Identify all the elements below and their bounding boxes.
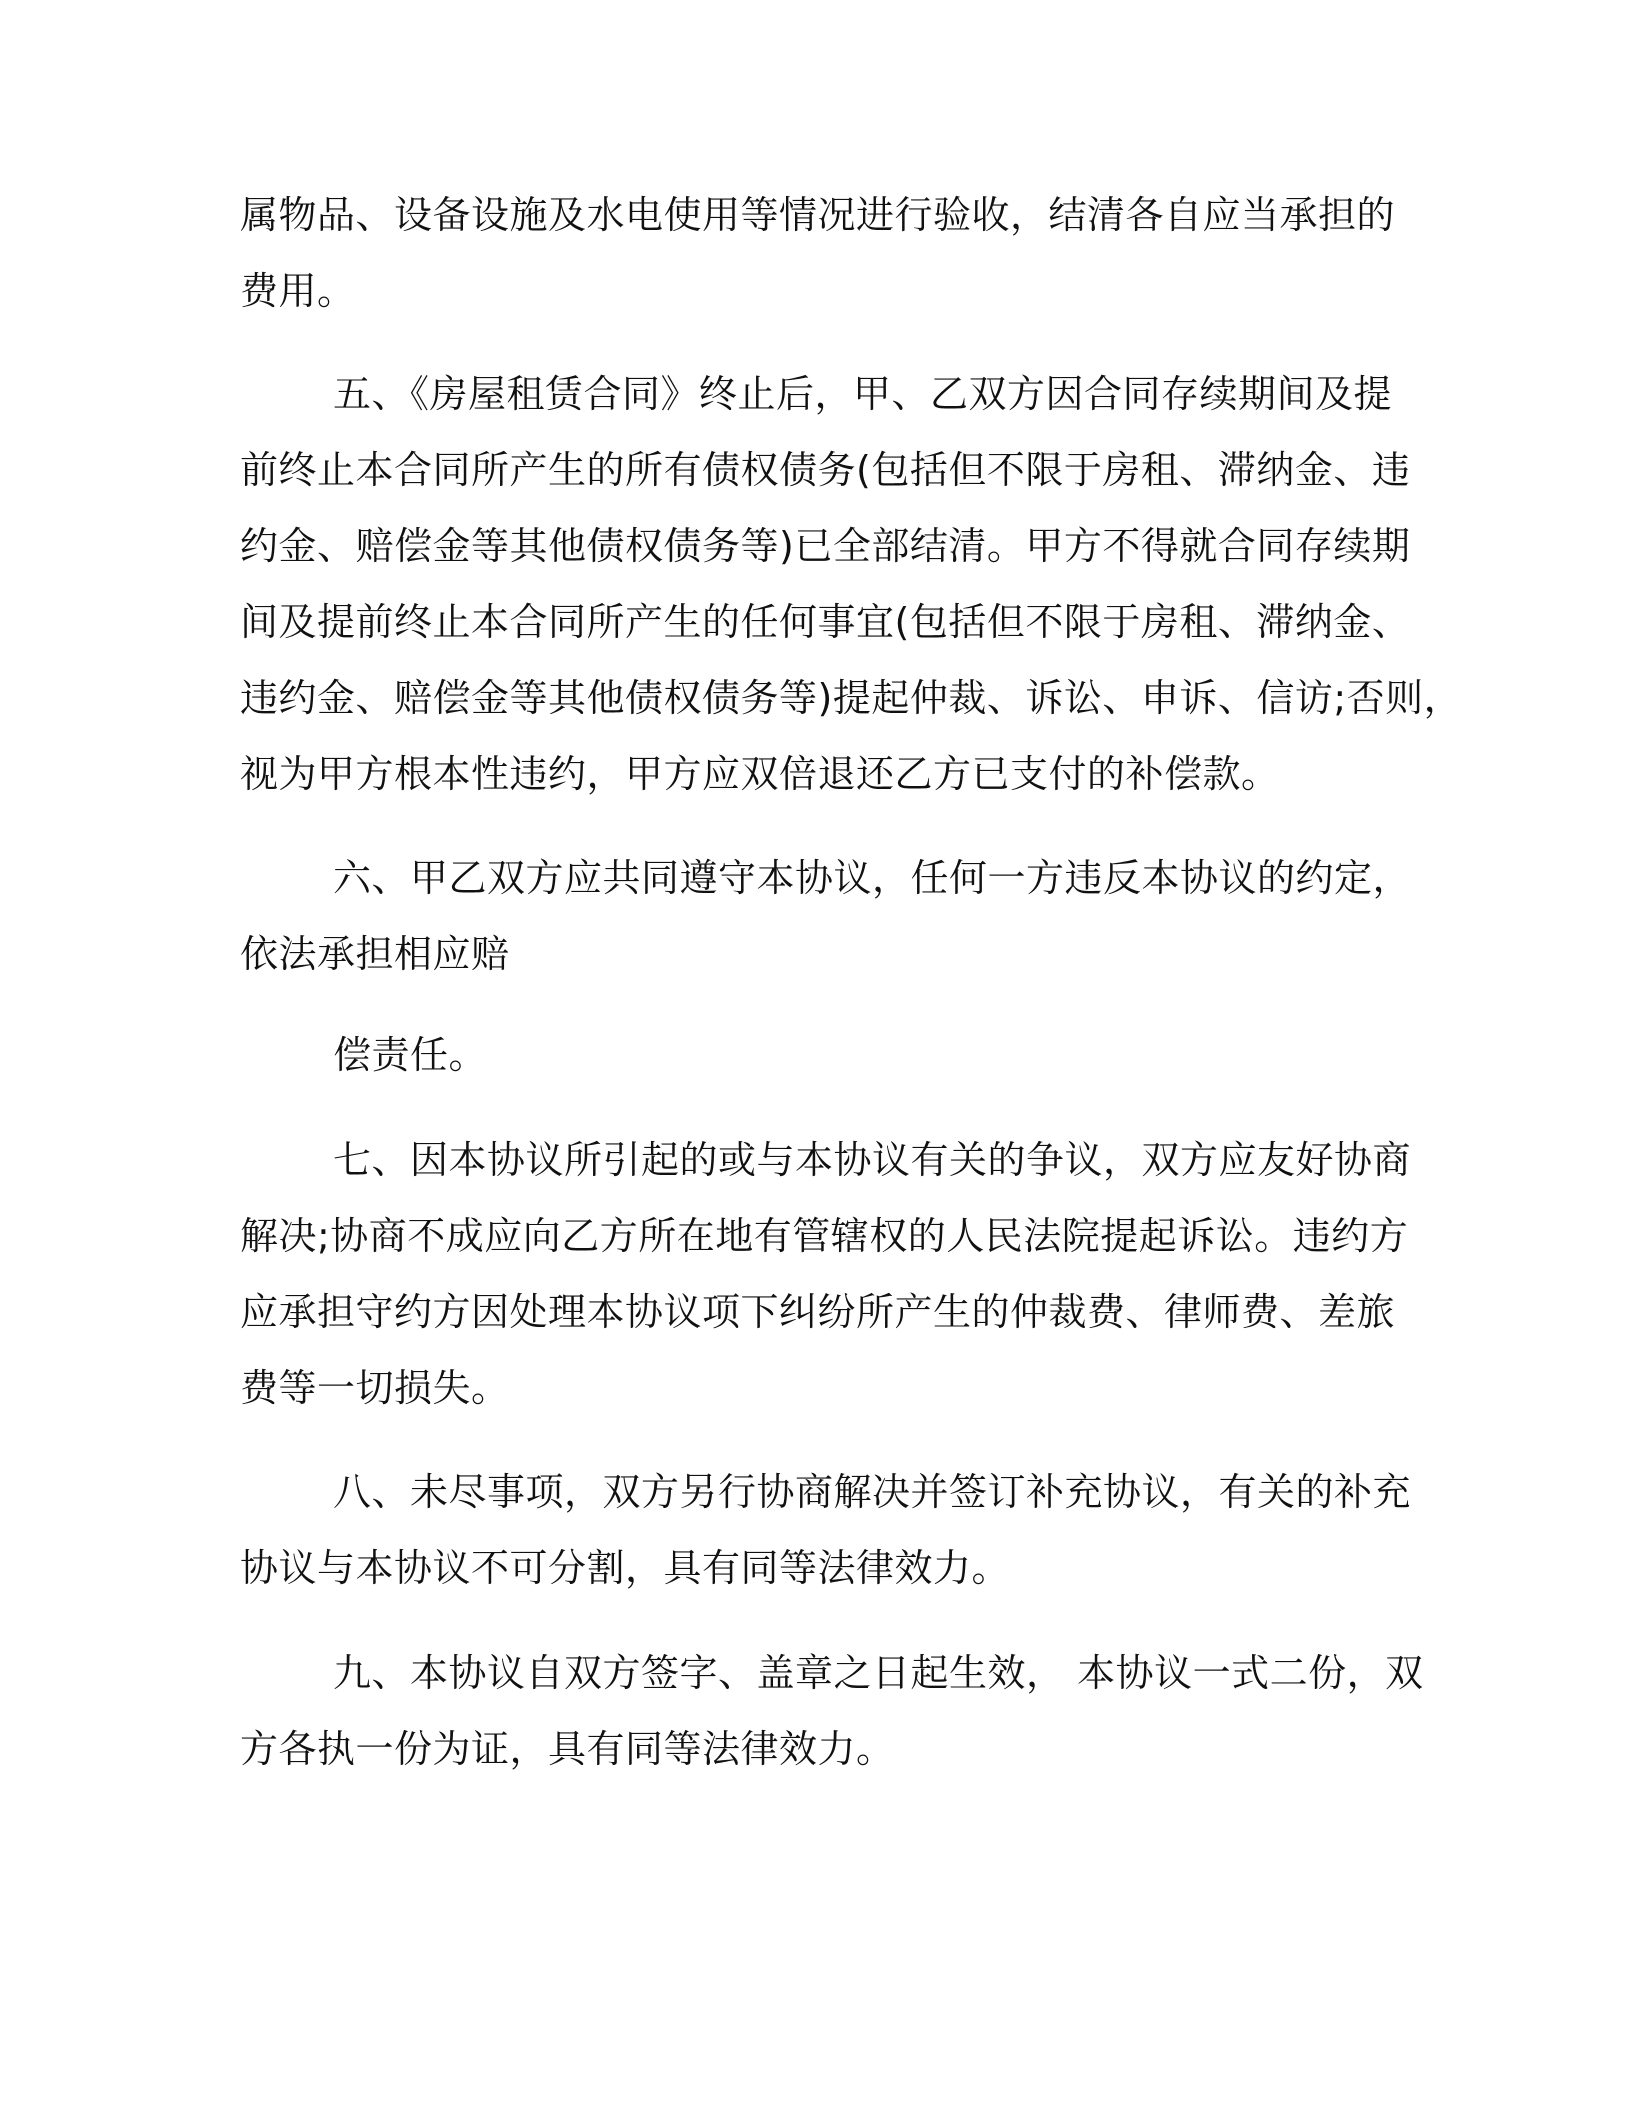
text-line: 前终止本合同所产生的所有债权债务(包括但不限于房租、滞纳金、违 (240, 448, 1411, 492)
text-line: 方各执一份为证，具有同等法律效力。 (240, 1727, 895, 1771)
text-line: 费等一切损失。 (240, 1366, 510, 1410)
text-line: 间及提前终止本合同所产生的任何事宜(包括但不限于房租、滞纳金、 (240, 600, 1411, 644)
clause-7-start: 七、因本协议所引起的或与本协议有关的争议，双方应友好协商 (333, 1138, 1412, 1182)
clause-8-start: 八、未尽事项，双方另行协商解决并签订补充协议，有关的补充 (333, 1470, 1412, 1514)
clause-9-start: 九、本协议自双方签字、盖章之日起生效， 本协议一式二份，双 (333, 1651, 1424, 1695)
clause-5-start: 五、《房屋租赁合同》终止后，甲、乙双方因合同存续期间及提 (333, 372, 1393, 416)
text-line: 解决;协商不成应向乙方所在地有管辖权的人民法院提起诉讼。违约方 (240, 1214, 1409, 1258)
text-line: 属物品、设备设施及水电使用等情况进行验收，结清各自应当承担的 (240, 193, 1396, 237)
text-line: 视为甲方根本性违约，甲方应双倍退还乙方已支付的补偿款。 (240, 752, 1280, 796)
text-line: 违约金、赔偿金等其他债权债务等)提起仲裁、诉讼、申诉、信访;否则， (240, 676, 1463, 720)
clause-6-start: 六、甲乙双方应共同遵守本协议，任何一方违反本协议的约定， (333, 856, 1412, 900)
text-line: 协议与本协议不可分割，具有同等法律效力。 (240, 1546, 1011, 1590)
text-line: 应承担守约方因处理本协议项下纠纷所产生的仲裁费、律师费、差旅 (240, 1290, 1396, 1334)
text-line: 偿责任。 (333, 1033, 488, 1077)
text-line: 约金、赔偿金等其他债权债务等)已全部结清。甲方不得就合同存续期 (240, 524, 1411, 568)
text-line: 依法承担相应赔 (240, 932, 510, 976)
text-line: 费用。 (240, 269, 356, 313)
